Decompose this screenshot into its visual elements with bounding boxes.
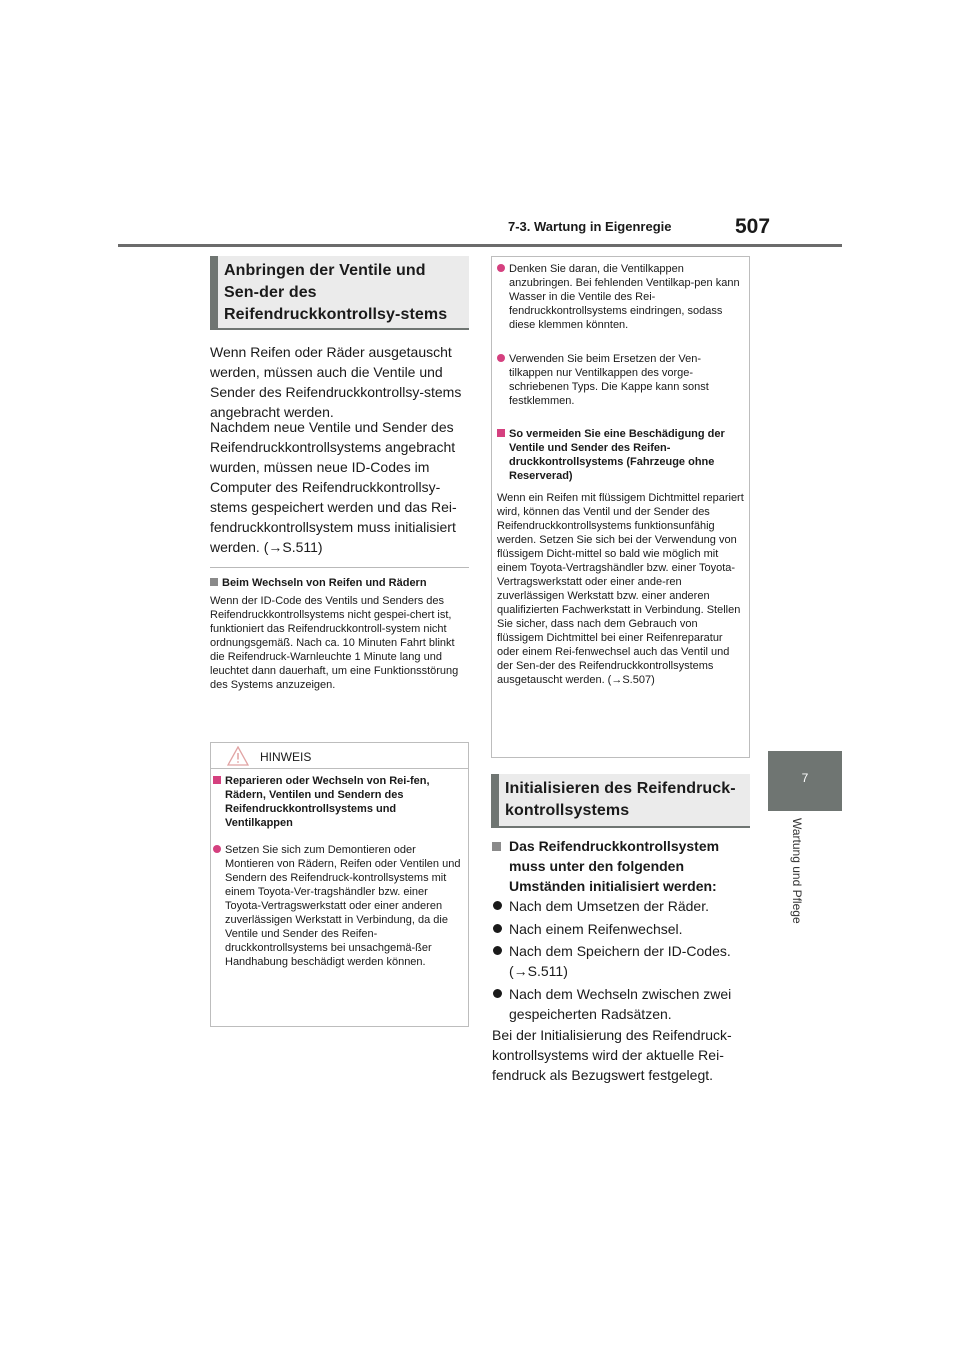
notice-heading: Reparieren oder Wechseln von Rei-fen, Rädern, Ventilen und Sendern des Reifendruckkontrollsystems und Ventilkappen: [213, 774, 463, 830]
square-bullet-icon: [213, 776, 221, 784]
header-divider: [118, 244, 842, 247]
info-heading: Beim Wechseln von Reifen und Rädern: [210, 576, 472, 590]
page-number: 507: [735, 215, 771, 238]
paragraph: Bei der Initialisierung des Reifendruck-kontrollsystems wird der aktuelle Rei-fendruck als Bezugswert festgelegt.: [492, 1027, 732, 1083]
caution-bullet: Denken Sie daran, die Ventilkappen anzubringen. Bei fehlenden Ventilkap-pen kann Wasser in die Ventile des Rei-fendruckkontrollsystems eindringen, sodass diese klemmen könnten.: [497, 262, 745, 332]
paragraph: Wenn Reifen oder Räder ausgetauscht werden, müssen auch die Ventile und Sender des Reifendruckkontrollsy-stems angebracht werden.: [210, 344, 462, 420]
round-bullet-icon: [213, 845, 221, 853]
square-bullet-icon: [492, 842, 501, 851]
section-title: 7-3. Wartung in Eigenregie: [508, 219, 672, 234]
square-bullet-icon: [497, 429, 505, 437]
notice-divider: [210, 768, 469, 769]
square-bullet-icon: [210, 578, 218, 586]
list-item: Nach dem Speichern der ID-Codes. (→S.511): [492, 941, 754, 981]
paragraph: Nachdem neue Ventile und Sender des Reifendruckkontrollsystems angebracht wurden, müssen neue ID-Codes im Computer des Reifendruckkontrollsy-stems gespeichert werden und das Rei-fendruckkontrollsystem muss initialisiert werden. (→S.511): [210, 419, 457, 555]
warning-icon: [227, 746, 249, 766]
caution-heading: So vermeiden Sie eine Beschädigung der Ventile und Sender des Reifen-druckkontrollsystems (Fahrzeuge ohne Reserverad): [497, 427, 745, 483]
notice-title: HINWEIS: [260, 750, 312, 764]
list-item: Nach dem Umsetzen der Räder.: [492, 896, 754, 916]
subsection-heading: Das Reifendruckkontrollsystem muss unter den folgenden Umständen initialisiert werden:: [492, 836, 754, 896]
list-item: Nach dem Wechseln zwischen zwei gespeicherten Radsätzen.: [492, 984, 754, 1024]
chapter-number: 7: [801, 771, 809, 785]
caution-bullet: Verwenden Sie beim Ersetzen der Ven-tilkappen nur Ventilkappen des vorge-schriebenen Typs. Die Kappe kann sonst festklemmen.: [497, 352, 745, 408]
round-bullet-icon: [497, 354, 505, 362]
list-item: Nach einem Reifenwechsel.: [492, 919, 754, 939]
chapter-tab: [768, 751, 842, 811]
caution-text: Wenn ein Reifen mit flüssigem Dichtmittel repariert wird, können das Ventil und der Sender des Reifendruckkontrollsystems funktionsunfähig werden. Setzen Sie sich bei der Verwendung von flüssigem Dicht-mittel so bald wie möglich mit einem Toyota-Vertragshändler bzw. einer Toyota-Vertragswerkstatt oder einer ande-ren zuverlässigen Werkstatt bzw. einer anderen qualifizierten Fachwerkstatt in Verbindung. Stellen Sie sicher, dass nach dem Gebrauch von flüssigem Dichtmittel bei einer Reifenreparatur oder einem Rei-fenwechsel auch das Ventil und der Sen-der des Reifendruckkontrollsystems ausgetauscht werden. (→S.507): [497, 492, 744, 686]
round-bullet-icon: [497, 264, 505, 272]
chapter-label: Wartung und Pflege: [790, 818, 804, 924]
section-heading-valves: Anbringen der Ventile und Sen-der des Reifendruckkontrollsy-stems: [210, 256, 469, 330]
divider: [210, 567, 469, 568]
notice-bullet: Setzen Sie sich zum Demontieren oder Montieren von Rädern, Reifen oder Ventilen und Sendern des Reifendruck-kontrollsystems mit einem Toyota-Ver-tragshändler bzw. einer Toyota-Vertragswerkstatt oder einer anderen zuverlässigen Werkstatt in Verbindung, da die Ventile und Sender des Reifen-druckkontrollsystems bei unsachgemä-ßer Handhabung beschädigt werden können.: [213, 843, 463, 969]
section-heading-initialize: Initialisieren des Reifendruck-kontrollsystems: [491, 774, 750, 828]
info-text: Wenn der ID-Code des Ventils und Senders des Reifendruckkontrollsystems nicht gespei-chert ist, funktioniert das Reifendruckkontroll-system nicht ordnungsgemäß. Nach ca. 10 Minuten Fahrt blinkt die Reifendruck-Warnleuchte 1 Minute lang und leuchtet dann dauerhaft, um eine Funktionsstörung des Systems anzuzeigen.: [210, 595, 459, 691]
